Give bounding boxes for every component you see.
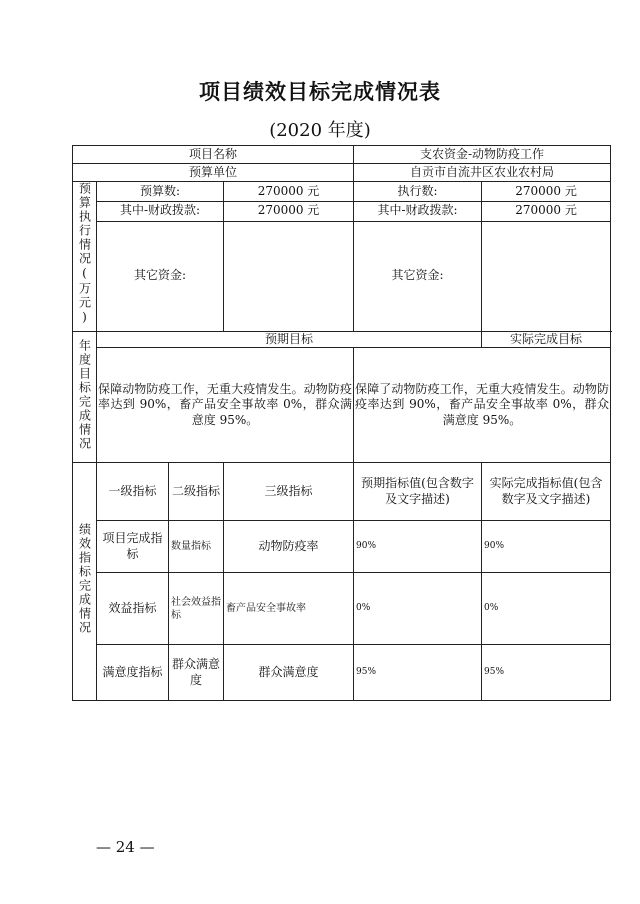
row-actual: 95% xyxy=(482,645,611,701)
row-level3: 动物防疫率 xyxy=(224,521,354,573)
page-subtitle: (2020 年度) xyxy=(269,120,371,141)
other-exec-label: 其它资金: xyxy=(354,221,482,331)
indicator-section-label-cell xyxy=(73,463,97,701)
budget-row xyxy=(73,182,611,202)
row-level2: 群众满意度 xyxy=(169,645,224,701)
other-exec-value xyxy=(482,221,611,331)
other-budget-value xyxy=(224,221,354,331)
budget-unit-value: 自贡市自流井区农业农村局 xyxy=(354,164,611,182)
annual-body-row xyxy=(73,348,611,463)
expected-value-header: 预期指标值(包含数字及文字描述) xyxy=(354,463,482,521)
other-funds-row xyxy=(73,221,611,331)
performance-table xyxy=(72,145,611,701)
other-budget-label: 其它资金: xyxy=(97,221,224,331)
level3-header: 三级指标 xyxy=(224,463,354,521)
row-level3: 畜产品安全事故率 xyxy=(224,573,354,645)
page-number: — 24 — xyxy=(96,838,155,856)
project-name-label: 项目名称 xyxy=(73,146,354,164)
row-expected: 90% xyxy=(354,521,482,573)
fiscal-row xyxy=(73,201,611,221)
budget-unit-row xyxy=(73,164,611,182)
page-title: 项目绩效目标完成情况表 xyxy=(199,79,441,104)
fiscal-budget-value: 270000 元 xyxy=(224,201,354,221)
fiscal-exec-value: 270000 元 xyxy=(482,201,611,221)
actual-value-header: 实际完成指标值(包含数字及文字描述) xyxy=(482,463,611,521)
annual-section-label-cell xyxy=(73,331,97,463)
budget-value: 270000 元 xyxy=(224,182,354,202)
row-actual: 0% xyxy=(482,573,611,645)
row-level1: 效益指标 xyxy=(97,573,169,645)
budget-unit-label: 预算单位 xyxy=(73,164,354,182)
exec-value: 270000 元 xyxy=(482,182,611,202)
table-row xyxy=(73,645,611,701)
row-level1: 满意度指标 xyxy=(97,645,169,701)
level1-header: 一级指标 xyxy=(97,463,169,521)
indicator-header-row xyxy=(73,463,611,521)
actual-goal-text: 保障了动物防疫工作，无重大疫情发生。动物防疫率达到 90%，畜产品安全事故率 0%，群众满意度 95%。 xyxy=(354,348,611,463)
annual-header-row xyxy=(73,331,611,348)
budget-section-label-cell xyxy=(73,182,97,332)
expected-goal-text: 保障动物防疫工作，无重大疫情发生。动物防疫率达到 90%，畜产品安全事故率 0%，群众满意度 95%。 xyxy=(97,348,354,463)
row-expected: 95% xyxy=(354,645,482,701)
row-level3: 群众满意度 xyxy=(224,645,354,701)
annual-section-label: 年度目标完成情况 xyxy=(77,338,92,451)
row-expected: 0% xyxy=(354,573,482,645)
budget-label: 预算数: xyxy=(97,182,224,202)
budget-section-label: 预算执行情况(万元) xyxy=(77,182,92,326)
row-level2: 社会效益指标 xyxy=(169,573,224,645)
table-row xyxy=(73,521,611,573)
row-level1: 项目完成指标 xyxy=(97,521,169,573)
fiscal-budget-label: 其中-财政拨款: xyxy=(97,201,224,221)
actual-goal-header: 实际完成目标 xyxy=(482,331,611,348)
project-name-row xyxy=(73,146,611,164)
level2-header: 二级指标 xyxy=(169,463,224,521)
project-name-value: 支农资金-动物防疫工作 xyxy=(354,146,611,164)
row-level2: 数量指标 xyxy=(169,521,224,573)
table-row xyxy=(73,573,611,645)
expected-goal-header: 预期目标 xyxy=(97,331,482,348)
fiscal-exec-label: 其中-财政拨款: xyxy=(354,201,482,221)
indicator-section-label: 绩效指标完成情况 xyxy=(77,523,92,636)
exec-label: 执行数: xyxy=(354,182,482,202)
row-actual: 90% xyxy=(482,521,611,573)
